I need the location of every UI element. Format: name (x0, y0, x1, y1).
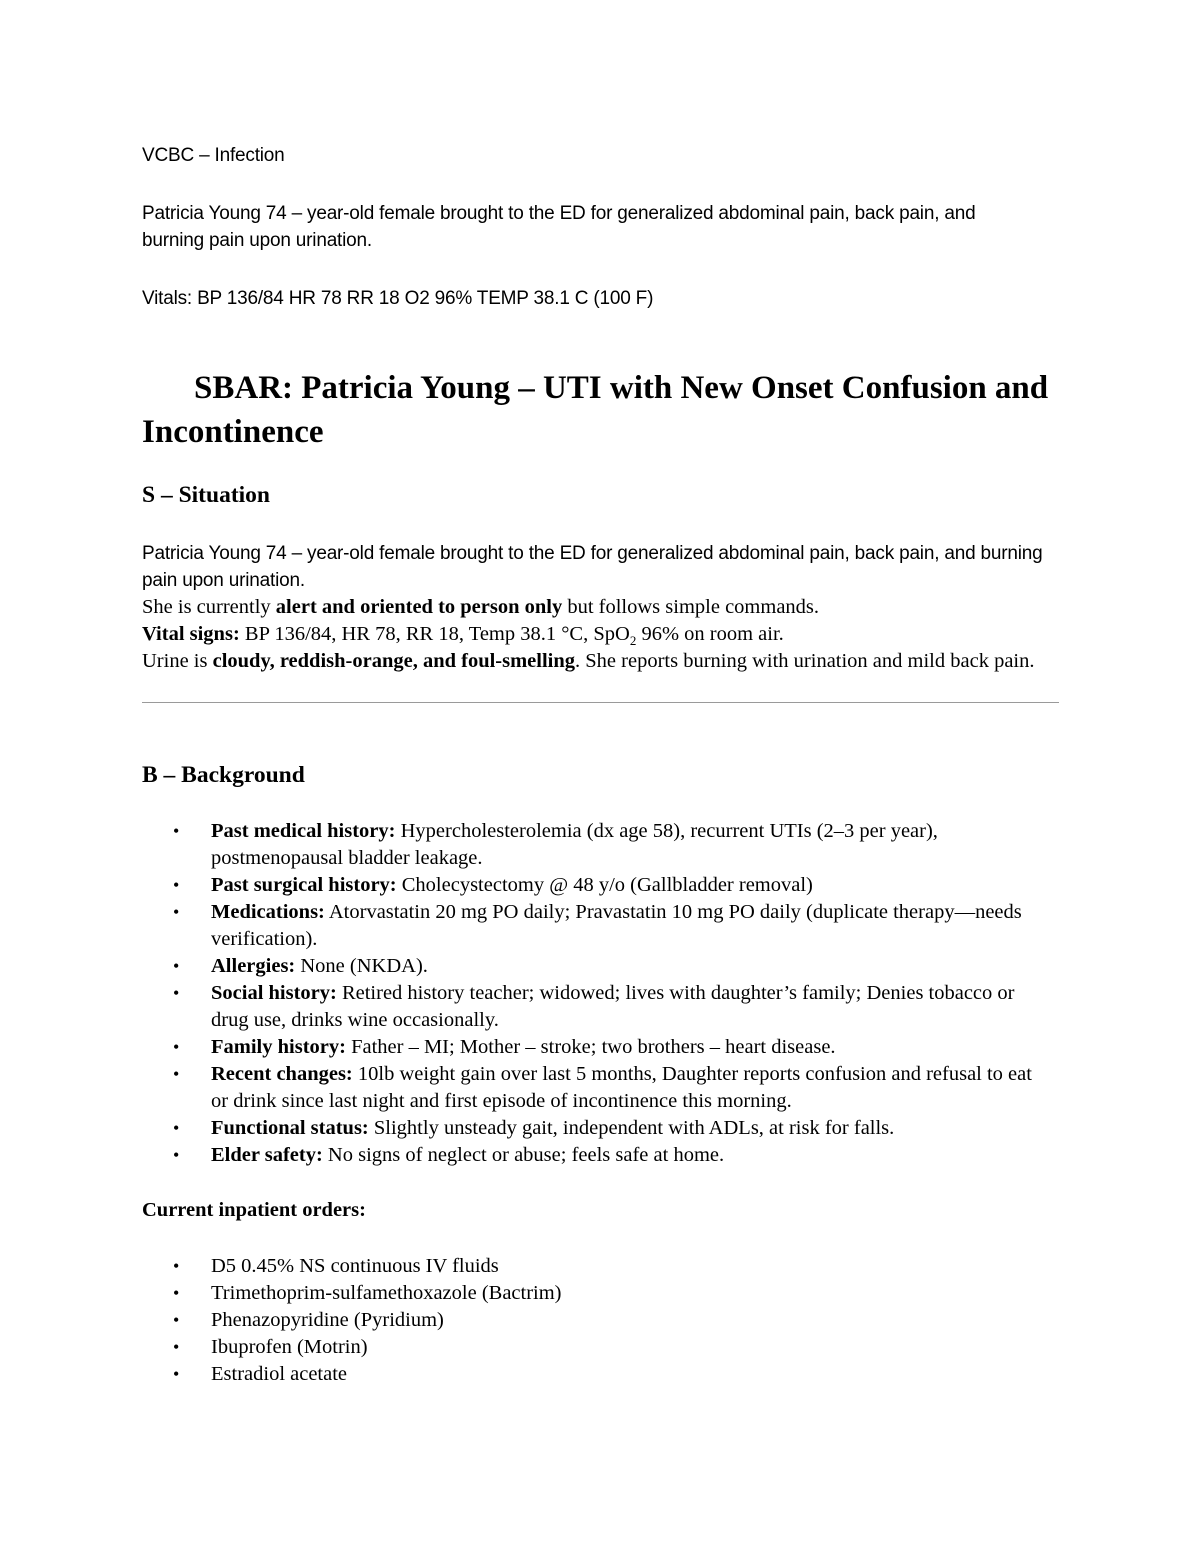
bullet-icon: • (173, 1037, 180, 1057)
item-label: Elder safety: (211, 1144, 323, 1166)
item-text: Slightly unsteady gait, independent with ADLs, at risk for falls. (368, 1117, 895, 1139)
bullet-icon: • (173, 1283, 180, 1303)
order-text: Estradiol acetate (211, 1363, 348, 1385)
list-item (142, 818, 1052, 872)
item-label: Functional status: (211, 1117, 369, 1139)
bullet-icon: • (173, 1118, 180, 1138)
item-text: No signs of neglect or abuse; feels safe at home. (322, 1144, 725, 1166)
item-text: Father – MI; Mother – stroke; two brothers – heart disease. (345, 1036, 836, 1058)
list-item (142, 1334, 1052, 1361)
list-item (142, 1253, 1052, 1280)
vital-signs-text-post: 96% on room air. (636, 623, 784, 645)
item-label: Social history: (211, 982, 337, 1004)
bullet-icon: • (173, 1145, 180, 1165)
item-label: Medications: (211, 901, 325, 923)
bullet-icon: • (173, 1256, 180, 1276)
list-item (142, 1115, 1052, 1142)
situation-body (142, 540, 1047, 675)
orders-heading: Current inpatient orders: (142, 1199, 366, 1221)
list-item (142, 1361, 1052, 1388)
vital-signs-label: Vital signs: (142, 623, 240, 645)
urine-pre: Urine is (142, 650, 213, 672)
order-text: D5 0.45% NS continuous IV fluids (211, 1255, 499, 1277)
list-item (142, 980, 1052, 1034)
list-item (142, 1307, 1052, 1334)
bullet-icon: • (173, 1310, 180, 1330)
situation-orientation (142, 594, 1047, 621)
list-item (142, 953, 1052, 980)
bullet-icon: • (173, 1337, 180, 1357)
spo2-subscript: 2 (629, 633, 637, 649)
bullet-icon: • (173, 956, 180, 976)
item-label: Past medical history: (211, 820, 396, 842)
list-item (142, 1280, 1052, 1307)
list-item (142, 1142, 1052, 1169)
situation-urine (142, 648, 1047, 675)
bullet-icon: • (173, 821, 180, 841)
bullet-icon: • (173, 1364, 180, 1384)
order-text: Trimethoprim-sulfamethoxazole (Bactrim) (211, 1282, 562, 1304)
vital-signs-text-pre: BP 136/84, HR 78, RR 18, Temp 38.1 °C, SpO (239, 623, 630, 645)
item-text: Hypercholesterolemia (dx age 58), recurrent UTIs (2–3 per year), postmenopausal bladder leakage. (211, 820, 938, 869)
list-item (142, 899, 1052, 953)
document-title: VCBC – Infection (142, 145, 285, 166)
list-item (142, 872, 1052, 899)
bullet-icon: • (173, 983, 180, 1003)
item-label: Recent changes: (211, 1063, 353, 1085)
item-label: Family history: (211, 1036, 346, 1058)
urine-post: . She reports burning with urination and mild back pain. (575, 650, 1035, 672)
list-item (142, 1034, 1052, 1061)
orientation-post: but follows simple commands. (562, 596, 820, 618)
vitals-line: Vitals: BP 136/84 HR 78 RR 18 O2 96% TEMP 38.1 C (100 F) (142, 288, 654, 309)
orientation-bold: alert and oriented to person only (275, 596, 563, 618)
intro-paragraph: Patricia Young 74 – year-old female brought to the ED for generalized abdominal pain, back pain, and burning pain upon urination. (142, 203, 976, 251)
urine-bold: cloudy, reddish-orange, and foul-smelling (212, 650, 576, 672)
order-text: Phenazopyridine (Pyridium) (211, 1309, 444, 1331)
horizontal-divider (142, 702, 1059, 703)
background-heading: B – Background (142, 762, 305, 788)
bullet-icon: • (173, 902, 180, 922)
situation-intro: Patricia Young 74 – year-old female brought to the ED for generalized abdominal pain, back pain, and burning pain upon urination. (142, 543, 1043, 591)
item-text: Cholecystectomy @ 48 y/o (Gallbladder removal) (396, 874, 813, 896)
situation-heading: S – Situation (142, 482, 270, 508)
background-list (142, 818, 1052, 1169)
order-text: Ibuprofen (Motrin) (211, 1336, 368, 1358)
orientation-pre: She is currently (142, 596, 276, 618)
sbar-title: SBAR: Patricia Young – UTI with New Onset Confusion and Incontinence (142, 370, 1049, 450)
item-label: Past surgical history: (211, 874, 397, 896)
item-text: None (NKDA). (295, 955, 428, 977)
bullet-icon: • (173, 875, 180, 895)
situation-vital-signs (142, 621, 1047, 648)
item-label: Allergies: (211, 955, 296, 977)
orders-list (142, 1253, 1052, 1388)
bullet-icon: • (173, 1064, 180, 1084)
item-text: 10lb weight gain over last 5 months, Daughter reports confusion and refusal to eat or drink since last night and first episode of incontinence this morning. (211, 1063, 1032, 1112)
item-text: Atorvastatin 20 mg PO daily; Pravastatin 10 mg PO daily (duplicate therapy—needs verification). (211, 901, 1022, 950)
list-item (142, 1061, 1052, 1115)
item-text: Retired history teacher; widowed; lives with daughter’s family; Denies tobacco or drug use, drinks wine occasionally. (211, 982, 1015, 1031)
